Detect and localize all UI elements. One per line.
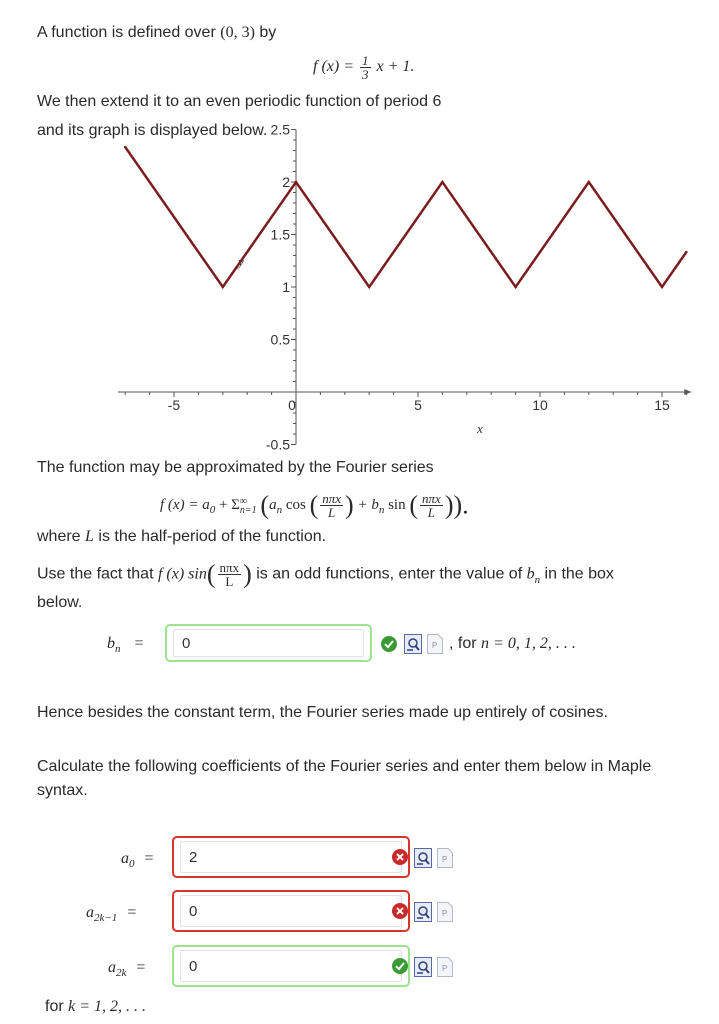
correct-icon xyxy=(392,958,408,974)
incorrect-icon xyxy=(392,903,408,919)
svg-text:P: P xyxy=(442,855,448,864)
correct-icon xyxy=(381,636,397,652)
a0-input-box[interactable] xyxy=(172,836,410,878)
a0-equals: = xyxy=(144,850,154,867)
intro-line-1 xyxy=(37,23,276,43)
odd-hint-line xyxy=(37,561,614,590)
bn-input-box[interactable] xyxy=(165,624,372,662)
formula-a0-sub: 0 xyxy=(209,503,216,516)
use-frac-num: nπx xyxy=(219,560,240,575)
use-pre: Use the fact that xyxy=(37,565,158,583)
data-point xyxy=(124,146,126,148)
a2k-equals: = xyxy=(136,959,146,976)
bn-label-b: b xyxy=(107,635,115,652)
formula-bn: + b xyxy=(353,496,379,513)
syntax-help-icon[interactable] xyxy=(437,957,453,977)
frac-den: L xyxy=(328,505,336,520)
data-point xyxy=(295,181,297,183)
function-definition xyxy=(313,54,414,81)
svg-text:P: P xyxy=(442,964,448,973)
sum-sup: ∞ xyxy=(239,495,248,507)
y-tick-label: 2 xyxy=(282,174,290,190)
sum-limits xyxy=(240,497,257,515)
preview-icon[interactable] xyxy=(404,634,422,654)
a2k-label-sub: 2k xyxy=(116,967,127,980)
formula-an: a xyxy=(269,496,277,513)
preview-icon[interactable] xyxy=(414,902,432,922)
y-tick-label: 2.5 xyxy=(270,121,290,138)
bn-label-sub: n xyxy=(115,643,121,656)
bn-equals: = xyxy=(134,635,144,652)
data-point xyxy=(685,251,687,253)
formula-sin: sin xyxy=(384,496,410,513)
k-range-pre: for xyxy=(45,998,69,1015)
hence-line: Hence besides the constant term, the Fourier series made up entirely of cosines. xyxy=(37,704,608,721)
data-point xyxy=(514,286,516,288)
svg-text:P: P xyxy=(442,909,448,918)
open-paren: ( xyxy=(260,490,270,520)
calc-line-2: syntax. xyxy=(37,782,88,799)
data-point xyxy=(368,286,370,288)
a2k-1-label-sub: 2k−1 xyxy=(94,912,118,925)
def-lhs: f (x) = xyxy=(313,58,358,76)
a0-label-sub: 0 xyxy=(129,858,135,871)
calc-line-1: Calculate the following coefficients of the Fourier series and enter them below in Maple xyxy=(37,758,652,775)
series-intro: The function may be approximated by the Fourier series xyxy=(37,459,434,476)
data-point xyxy=(588,181,590,183)
def-fraction xyxy=(360,54,371,81)
intro-text-end: by xyxy=(254,24,277,41)
k-range-math: k = 1, 2, . . . xyxy=(68,998,147,1015)
open-paren-2: ( xyxy=(309,490,319,520)
use-frac xyxy=(218,561,242,588)
frac-den-2: L xyxy=(427,505,436,520)
a2k-label-a: a xyxy=(108,959,116,976)
k-range xyxy=(45,997,146,1017)
where-L: L xyxy=(85,528,94,545)
close-paren-3: ) xyxy=(444,490,454,520)
bn-range-math: n = 0, 1, 2, . . . xyxy=(481,635,576,652)
open-paren-3: ( xyxy=(409,490,419,520)
data-point xyxy=(661,286,663,288)
syntax-help-icon[interactable] xyxy=(437,902,453,922)
a0-label xyxy=(121,849,154,874)
a0-label-a: a xyxy=(121,850,129,867)
use-f: f (x) sin xyxy=(157,565,207,583)
x-tick-label: 15 xyxy=(654,397,670,413)
bn-input[interactable]: 0 xyxy=(173,629,364,657)
syntax-help-icon[interactable] xyxy=(437,848,453,868)
a2k-input[interactable]: 0 xyxy=(180,950,402,982)
where-pre: where xyxy=(37,528,86,545)
preview-icon[interactable] xyxy=(414,848,432,868)
formula-cos: cos xyxy=(282,496,310,513)
formula-frac-2 xyxy=(420,492,443,519)
formula-end: ). xyxy=(453,490,469,520)
use-post: in the box xyxy=(540,565,614,583)
formula-an-sub: n xyxy=(276,503,283,516)
a2k-1-label-a: a xyxy=(86,904,94,921)
formula-bn-sub: n xyxy=(378,503,385,516)
bn-range-pre: , for xyxy=(449,635,482,652)
a2k-1-input-box[interactable] xyxy=(172,890,410,932)
interval: (0, 3) xyxy=(220,24,255,41)
fourier-formula xyxy=(160,492,469,520)
intro-line-2: We then extend it to an even periodic function of period 6 xyxy=(37,93,442,110)
intro-line-3: and its graph is displayed below. xyxy=(37,122,268,139)
use-close-paren: ) xyxy=(243,559,252,589)
def-rhs: x + 1. xyxy=(372,58,415,76)
x-tick-label: 10 xyxy=(532,397,548,413)
data-point xyxy=(441,181,443,183)
incorrect-icon xyxy=(392,849,408,865)
bn-label xyxy=(107,634,144,659)
use-bn: b xyxy=(526,565,535,583)
y-tick-label: 1 xyxy=(282,279,290,295)
a2k-1-label xyxy=(86,903,136,928)
frac-num-2: nπx xyxy=(422,491,441,506)
x-tick-label: 0 xyxy=(288,397,296,413)
sum-sub: n=1 xyxy=(239,504,257,516)
formula-lhs: f (x) = a xyxy=(160,496,210,513)
a2k-1-equals: = xyxy=(127,904,137,921)
formula-sum: + Σ xyxy=(215,496,240,513)
x-axis-label: x xyxy=(477,421,483,436)
intro-text: A function is defined over xyxy=(37,24,221,41)
y-tick-label: 1.5 xyxy=(270,226,290,243)
a2k-label xyxy=(108,958,145,983)
preview-icon[interactable] xyxy=(414,957,432,977)
def-frac-num: 1 xyxy=(362,53,369,68)
bn-range xyxy=(449,634,576,654)
y-tick-label: 0.5 xyxy=(270,331,290,348)
a2k-input-box[interactable] xyxy=(172,945,410,987)
use-frac-den: L xyxy=(225,574,234,589)
svg-text:P: P xyxy=(432,641,438,650)
data-point xyxy=(222,286,224,288)
use-mid: is an odd functions, enter the value of xyxy=(251,565,527,583)
x-axis-arrow xyxy=(684,389,691,395)
where-line xyxy=(37,527,326,547)
use-bn-sub: n xyxy=(534,573,541,586)
def-frac-den: 3 xyxy=(362,67,369,82)
a0-input[interactable]: 2 xyxy=(180,841,402,873)
y-axis-label: y xyxy=(238,254,244,269)
frac-num: nπx xyxy=(322,491,342,506)
syntax-help-icon[interactable] xyxy=(427,634,443,654)
x-tick-label: 5 xyxy=(414,397,422,413)
a2k-1-input[interactable]: 0 xyxy=(180,895,402,927)
function-line xyxy=(125,147,686,287)
use-open-paren: ( xyxy=(206,559,216,589)
x-tick-label: -5 xyxy=(167,397,181,413)
formula-frac-1 xyxy=(320,492,343,519)
where-post: is the half-period of the function. xyxy=(93,528,327,545)
y-tick-label: -0.5 xyxy=(265,436,290,453)
below-line: below. xyxy=(37,594,83,611)
close-paren-2: ) xyxy=(345,490,354,520)
